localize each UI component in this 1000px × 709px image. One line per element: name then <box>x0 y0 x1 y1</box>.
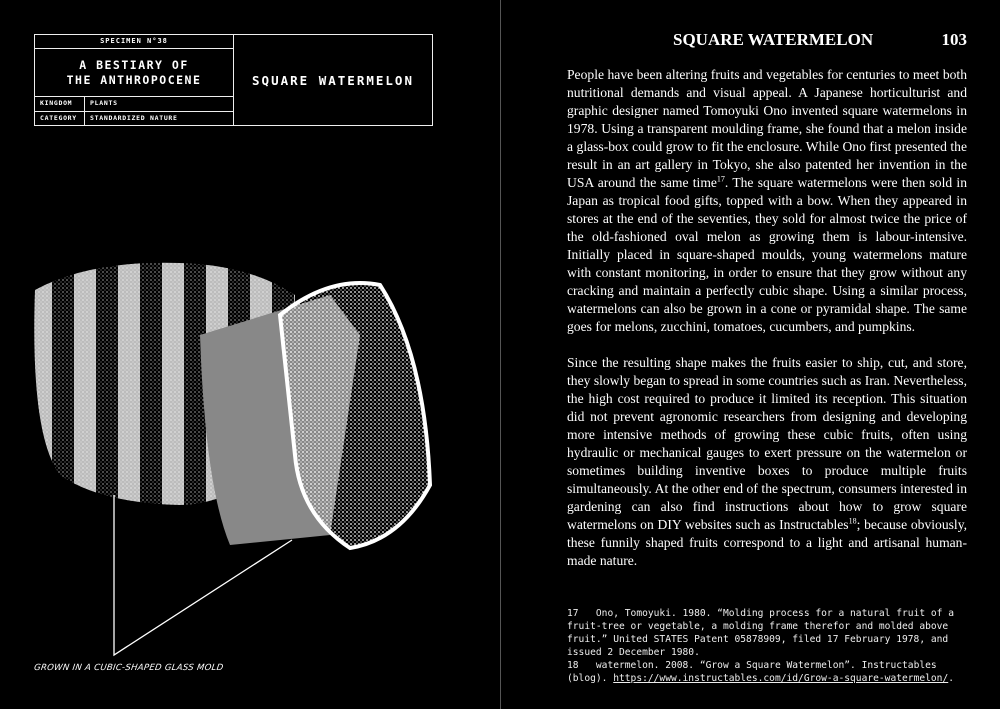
category-value: STANDARDIZED NATURE <box>90 114 178 122</box>
specimen-name: SQUARE WATERMELON <box>252 72 414 88</box>
paragraph-text: . The square watermelons were then sold in Japan as tropical food gifts, topped with a bow. When they appeared in stores at the end of the seventies, they sold for almost twice the price of the old-fashioned oval melon as growing them is labour-intensive. Initially placed in square-shaped moulds, young watermelons mature with constant monitoring, in order to ensure that they grow without any cracking and maintain a perfectly cubic shape. Using a similar process, watermelons can also be grown in a cone or pyramidal shape. The same goes for melons, zucchini, tomatoes, cucumbers, and pumpkins. <box>567 175 967 334</box>
page-spine <box>500 0 501 709</box>
illustration-caption: GROWN IN A CUBIC-SHAPED GLASS MOLD <box>33 663 225 673</box>
paragraph <box>567 354 967 570</box>
footnote-punct: . <box>948 673 955 684</box>
header-title: SQUARE WATERMELON <box>673 30 874 49</box>
paragraph-text: Since the resulting shape makes the fruits easier to ship, cut, and store, they slowly began to spread in some countries such as Iran. Nevertheless, the high cost required to produce it limited its reception. This situation did not prevent agronomic researchers from designing and developing more intensive methods of growing these cubic fruits, often using hydraulic or mechanical gauges to exert pressure on the watermelon or sometimes building inventive boxes to produce multiple fruits simultaneously. At the other end of the spectrum, consumers interested in gardening can also find instructions about how to grow square watermelons on DIY websites such as Instructables <box>567 355 967 532</box>
book-title: A BESTIARY OF THE ANTHROPOCENE <box>35 49 233 97</box>
kingdom-label: KINGDOM <box>35 97 85 111</box>
footnote <box>567 659 977 685</box>
paragraph-text: ; because obviously, these funnily shaped fruits correspond to a light and artisanal human-made nature. <box>567 517 968 568</box>
page-number: 103 <box>941 30 967 49</box>
square-watermelon-illustration <box>30 255 450 675</box>
paragraph <box>567 66 967 336</box>
card-left <box>35 35 234 125</box>
footnote-text: watermelon. 2008. “Grow a Square Watermelon”. Instructables (blog). <box>567 660 937 684</box>
footnote-ref[interactable]: 17 <box>716 174 725 184</box>
footnote <box>567 607 977 659</box>
paragraph-text: People have been altering fruits and vegetables for centuries to meet both nutritional demands and visual appeal. A Japanese horticulturist and graphic designer named Tomoyuki Ono invented square watermelons in 1978. Using a transparent moulding frame, she found that a melon inside a glass-box could grow to fit the enclosure. While Ono first presented the result in an art gallery in Tokyo, she also patented her invention in the USA around the same time <box>567 67 967 190</box>
footnote-number: 17 <box>567 608 579 619</box>
footnote-ref[interactable]: 18 <box>848 516 857 526</box>
footnote-number: 18 <box>567 660 579 671</box>
body-text <box>567 66 967 570</box>
specimen-card <box>34 34 433 126</box>
specimen-number: SPECIMEN N°38 <box>35 35 233 49</box>
kingdom-row <box>35 97 233 111</box>
footnotes <box>567 607 977 685</box>
footnote-link[interactable]: https://www.instructables.com/id/Grow-a-square-watermelon/ <box>613 673 949 684</box>
page-header <box>567 30 967 50</box>
category-label: CATEGORY <box>35 112 85 125</box>
category-row <box>35 111 233 125</box>
kingdom-value: PLANTS <box>90 99 118 107</box>
footnote-text: Ono, Tomoyuki. 1980. “Molding process for a natural fruit of a fruit-tree or vegetable, a molding frame therefor and molded above fruit.” United STATES Patent 05878909, filed 17 February 1978, and issued 2 December 1980. <box>567 608 954 658</box>
